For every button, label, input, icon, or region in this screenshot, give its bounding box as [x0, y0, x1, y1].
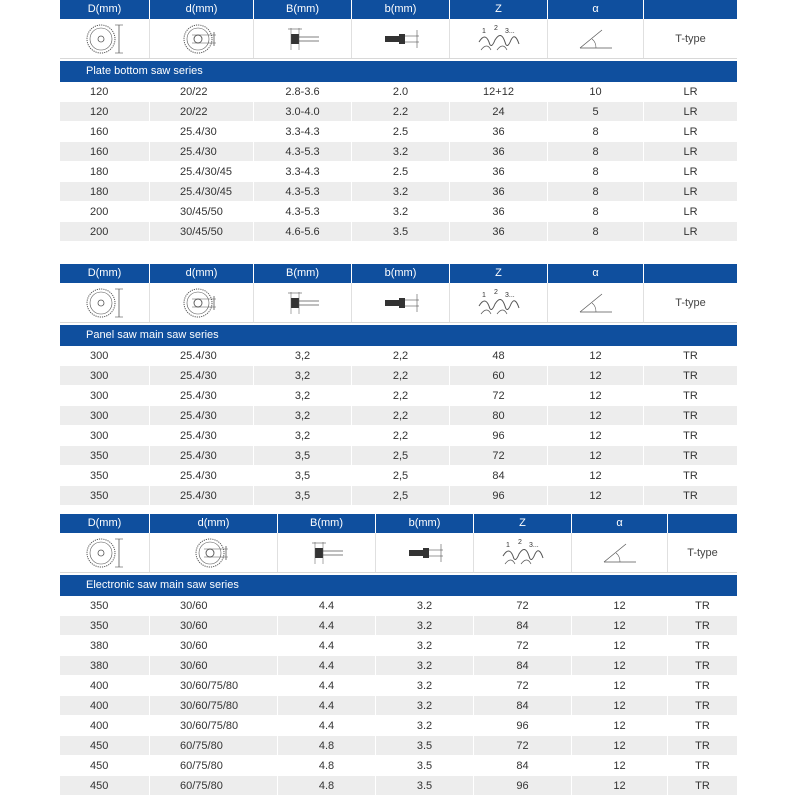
diagram-cell-blank	[668, 533, 737, 572]
cell-b: 2,2	[352, 346, 450, 365]
cell-alpha: 12	[572, 776, 668, 795]
cell-b: 3.2	[352, 182, 450, 201]
cell-blank: TR	[695, 660, 710, 672]
header-Z: Z	[474, 514, 572, 533]
cell-B: 4.3-5.3	[254, 202, 352, 221]
cell-d: 30/60	[150, 596, 278, 615]
cell-D: 350	[60, 596, 150, 615]
svg-text:2: 2	[493, 24, 498, 32]
cell-alpha: 12	[572, 676, 668, 695]
table-row	[60, 182, 737, 202]
table-row	[60, 446, 737, 466]
cell-d: 25.4/30	[150, 122, 254, 141]
diagram-row	[60, 19, 737, 59]
cell-blank: TR	[695, 620, 710, 632]
cell-D: 300	[60, 366, 150, 385]
cell-b: 3.5	[376, 776, 474, 795]
diagram-cell-d	[150, 533, 278, 572]
cell-B: 3,2	[254, 426, 352, 445]
cell-alpha: 12	[548, 426, 644, 445]
cell-Z: 72	[474, 676, 572, 695]
diagram-row	[60, 533, 737, 573]
cell-D: 120	[60, 102, 150, 121]
cell-Z: 36	[450, 162, 548, 181]
saw-blade-bore-diameter-icon	[178, 22, 226, 56]
header-D: D(mm)	[60, 514, 150, 533]
header-D: D(mm)	[60, 264, 150, 283]
cell-D: 180	[60, 182, 150, 201]
cell-B: 3,2	[254, 406, 352, 425]
plate-thickness-icon	[377, 22, 425, 56]
cell-Z: 36	[450, 202, 548, 221]
plate-thickness-icon	[377, 286, 425, 320]
cell-alpha: 8	[548, 222, 644, 241]
cell-b: 3.2	[376, 616, 474, 635]
svg-text:1: 1	[505, 541, 510, 549]
cell-blank: TR	[695, 600, 710, 612]
cell-D: 300	[60, 386, 150, 405]
series-title: Panel saw main saw series	[60, 325, 737, 346]
cell-alpha: 12	[572, 716, 668, 735]
cell-D: 380	[60, 656, 150, 675]
cell-D: 200	[60, 222, 150, 241]
cell-alpha: 8	[548, 182, 644, 201]
cell-B: 4.4	[278, 696, 376, 715]
cell-d: 25.4/30	[150, 426, 254, 445]
cell-d: 25.4/30	[150, 386, 254, 405]
table-row	[60, 596, 737, 616]
cell-alpha: 8	[548, 142, 644, 161]
cell-B: 4.3-5.3	[254, 142, 352, 161]
cell-B: 4.4	[278, 596, 376, 615]
diagram-cell-blank	[644, 283, 737, 322]
cell-Z: 72	[474, 736, 572, 755]
header-B: B(mm)	[254, 0, 352, 19]
cell-b: 2,2	[352, 426, 450, 445]
cell-d: 30/60/75/80	[150, 676, 278, 695]
svg-text:3...: 3...	[504, 291, 515, 299]
svg-text:2: 2	[493, 288, 498, 296]
cell-Z: 84	[474, 696, 572, 715]
cell-alpha: 12	[548, 386, 644, 405]
diagram-cell-alpha	[548, 283, 644, 322]
cell-d: 25.4/30	[150, 366, 254, 385]
diagram-cell-D	[60, 19, 150, 58]
cell-d: 25.4/30/45	[150, 162, 254, 181]
cell-Z: 72	[450, 386, 548, 405]
cell-blank: TR	[695, 640, 710, 652]
cell-d: 30/60/75/80	[150, 696, 278, 715]
cell-Z: 72	[474, 636, 572, 655]
table-row	[60, 486, 737, 506]
svg-text:2: 2	[517, 538, 522, 546]
cell-d: 25.4/30	[150, 406, 254, 425]
cell-b: 3.5	[376, 736, 474, 755]
cell-blank: TR	[695, 740, 710, 752]
cell-blank: TR	[683, 350, 698, 362]
table-row	[60, 386, 737, 406]
cell-blank: TR	[683, 390, 698, 402]
diagram-cell-b	[352, 19, 450, 58]
cell-b: 3.2	[352, 202, 450, 221]
cell-blank: LR	[683, 186, 698, 198]
diagram-cell-b	[352, 283, 450, 322]
cell-alpha: 12	[548, 486, 644, 505]
header-Z: Z	[450, 0, 548, 19]
table-row	[60, 82, 737, 102]
cell-d: 20/22	[150, 82, 254, 101]
diagram-cell-b	[376, 533, 474, 572]
table-row	[60, 426, 737, 446]
cell-blank: TR	[683, 410, 698, 422]
cell-D: 350	[60, 446, 150, 465]
cell-blank: LR	[683, 106, 698, 118]
cell-blank: LR	[683, 126, 698, 138]
cell-Z: 36	[450, 182, 548, 201]
cell-b: 2.5	[352, 122, 450, 141]
header-alpha: α	[548, 264, 644, 283]
header-B: B(mm)	[254, 264, 352, 283]
header-b: b(mm)	[376, 514, 474, 533]
cell-blank: TR	[695, 780, 710, 792]
cell-d: 25.4/30	[150, 346, 254, 365]
cell-Z: 24	[450, 102, 548, 121]
table-row	[60, 616, 737, 636]
cell-b: 2,5	[352, 466, 450, 485]
cell-blank: LR	[683, 146, 698, 158]
table-row	[60, 142, 737, 162]
diagram-cell-D	[60, 533, 150, 572]
cell-alpha: 12	[572, 636, 668, 655]
series-title: Electronic saw main saw series	[60, 575, 737, 596]
cell-D: 180	[60, 162, 150, 181]
ttype-label: T-type	[675, 296, 706, 309]
cell-D: 450	[60, 736, 150, 755]
cell-blank: TR	[683, 450, 698, 462]
cell-blank: TR	[683, 370, 698, 382]
kerf-width-icon	[303, 536, 351, 570]
cell-blank: TR	[695, 720, 710, 732]
table-row	[60, 222, 737, 242]
header-Z: Z	[450, 264, 548, 283]
cell-Z: 96	[474, 716, 572, 735]
diagram-cell-d	[150, 19, 254, 58]
hook-angle-icon	[572, 286, 620, 320]
cell-d: 25.4/30/45	[150, 182, 254, 201]
cell-b: 3.2	[352, 142, 450, 161]
cell-B: 3.0-4.0	[254, 102, 352, 121]
cell-b: 2,2	[352, 406, 450, 425]
cell-B: 3,5	[254, 466, 352, 485]
cell-D: 350	[60, 616, 150, 635]
header-alpha: α	[548, 0, 644, 19]
cell-D: 450	[60, 776, 150, 795]
cell-d: 30/45/50	[150, 202, 254, 221]
cell-blank: LR	[683, 206, 698, 218]
plate-bottom-saw-table	[60, 0, 737, 242]
header-b: b(mm)	[352, 264, 450, 283]
teeth-count-icon	[475, 286, 523, 320]
cell-blank: TR	[683, 470, 698, 482]
cell-B: 4.3-5.3	[254, 182, 352, 201]
cell-d: 25.4/30	[150, 466, 254, 485]
svg-text:1: 1	[481, 291, 486, 299]
hook-angle-icon	[572, 22, 620, 56]
cell-D: 160	[60, 142, 150, 161]
cell-D: 120	[60, 82, 150, 101]
cell-B: 4.8	[278, 756, 376, 775]
cell-alpha: 12	[548, 466, 644, 485]
diagram-row	[60, 283, 737, 323]
cell-alpha: 12	[548, 406, 644, 425]
cell-B: 4.4	[278, 656, 376, 675]
cell-Z: 84	[474, 756, 572, 775]
cell-B: 3,5	[254, 446, 352, 465]
diagram-cell-alpha	[572, 533, 668, 572]
cell-B: 4.8	[278, 776, 376, 795]
cell-alpha: 12	[572, 596, 668, 615]
cell-b: 3.2	[376, 676, 474, 695]
cell-Z: 96	[474, 776, 572, 795]
cell-D: 350	[60, 466, 150, 485]
cell-D: 300	[60, 426, 150, 445]
cell-alpha: 10	[548, 82, 644, 101]
diagram-cell-B	[254, 283, 352, 322]
table-row	[60, 756, 737, 776]
table-row	[60, 636, 737, 656]
table-row	[60, 122, 737, 142]
cell-b: 2.5	[352, 162, 450, 181]
table-row	[60, 696, 737, 716]
table-row	[60, 346, 737, 366]
cell-Z: 12+12	[450, 82, 548, 101]
cell-b: 3.2	[376, 696, 474, 715]
cell-Z: 72	[474, 596, 572, 615]
cell-B: 3,5	[254, 486, 352, 505]
table-row	[60, 466, 737, 486]
column-header-row	[60, 264, 737, 283]
cell-blank: LR	[683, 226, 698, 238]
cell-blank: TR	[695, 760, 710, 772]
saw-blade-outer-diameter-icon	[81, 22, 129, 56]
cell-D: 380	[60, 636, 150, 655]
svg-text:3...: 3...	[528, 541, 539, 549]
table-row	[60, 776, 737, 796]
cell-Z: 96	[450, 486, 548, 505]
diagram-cell-alpha	[548, 19, 644, 58]
cell-b: 2,5	[352, 486, 450, 505]
cell-d: 30/60	[150, 616, 278, 635]
cell-D: 400	[60, 716, 150, 735]
cell-d: 25.4/30	[150, 486, 254, 505]
cell-d: 20/22	[150, 102, 254, 121]
diagram-cell-Z	[474, 533, 572, 572]
cell-Z: 36	[450, 142, 548, 161]
header-d: d(mm)	[150, 0, 254, 19]
column-header-row	[60, 0, 737, 19]
cell-alpha: 12	[572, 696, 668, 715]
cell-b: 2,2	[352, 366, 450, 385]
cell-D: 200	[60, 202, 150, 221]
saw-blade-bore-diameter-icon	[178, 286, 226, 320]
diagram-cell-Z	[450, 283, 548, 322]
diagram-cell-d	[150, 283, 254, 322]
cell-D: 450	[60, 756, 150, 775]
cell-D: 350	[60, 486, 150, 505]
svg-text:1: 1	[481, 27, 486, 35]
cell-alpha: 12	[548, 346, 644, 365]
kerf-width-icon	[279, 22, 327, 56]
cell-d: 60/75/80	[150, 736, 278, 755]
cell-B: 4.4	[278, 716, 376, 735]
cell-b: 3.5	[352, 222, 450, 241]
cell-alpha: 12	[548, 446, 644, 465]
teeth-count-icon	[475, 22, 523, 56]
cell-b: 2,5	[352, 446, 450, 465]
cell-b: 3.2	[376, 656, 474, 675]
table-row	[60, 676, 737, 696]
cell-B: 2.8-3.6	[254, 82, 352, 101]
cell-b: 2.2	[352, 102, 450, 121]
cell-B: 3.3-4.3	[254, 162, 352, 181]
cell-b: 3.2	[376, 716, 474, 735]
cell-blank: LR	[683, 166, 698, 178]
cell-Z: 84	[474, 616, 572, 635]
header-b: b(mm)	[352, 0, 450, 19]
header-blank	[644, 0, 737, 19]
cell-alpha: 12	[548, 366, 644, 385]
cell-blank: TR	[683, 490, 698, 502]
cell-d: 60/75/80	[150, 756, 278, 775]
ttype-label: T-type	[675, 32, 706, 45]
cell-Z: 72	[450, 446, 548, 465]
cell-B: 3,2	[254, 366, 352, 385]
header-D: D(mm)	[60, 0, 150, 19]
header-blank	[668, 514, 737, 533]
cell-Z: 84	[450, 466, 548, 485]
cell-b: 2,2	[352, 386, 450, 405]
cell-B: 4.4	[278, 676, 376, 695]
cell-d: 60/75/80	[150, 776, 278, 795]
cell-Z: 84	[474, 656, 572, 675]
series-title: Plate bottom saw series	[60, 61, 737, 82]
table-row	[60, 406, 737, 426]
diagram-cell-B	[254, 19, 352, 58]
header-d: d(mm)	[150, 514, 278, 533]
column-header-row	[60, 514, 737, 533]
cell-Z: 48	[450, 346, 548, 365]
cell-alpha: 12	[572, 616, 668, 635]
cell-Z: 36	[450, 122, 548, 141]
ttype-label: T-type	[687, 546, 718, 559]
header-blank	[644, 264, 737, 283]
cell-blank: LR	[683, 86, 698, 98]
cell-alpha: 12	[572, 656, 668, 675]
cell-blank: TR	[683, 430, 698, 442]
table-row	[60, 202, 737, 222]
cell-B: 3,2	[254, 346, 352, 365]
saw-blade-outer-diameter-icon	[81, 536, 129, 570]
electronic-saw-main-saw-table	[60, 514, 737, 796]
diagram-cell-Z	[450, 19, 548, 58]
hook-angle-icon	[596, 536, 644, 570]
cell-alpha: 5	[548, 102, 644, 121]
diagram-cell-D	[60, 283, 150, 322]
cell-B: 4.4	[278, 616, 376, 635]
cell-Z: 60	[450, 366, 548, 385]
cell-b: 3.2	[376, 636, 474, 655]
header-B: B(mm)	[278, 514, 376, 533]
cell-d: 30/60	[150, 656, 278, 675]
cell-alpha: 12	[572, 736, 668, 755]
cell-B: 3,2	[254, 386, 352, 405]
cell-B: 3.3-4.3	[254, 122, 352, 141]
cell-alpha: 8	[548, 122, 644, 141]
plate-thickness-icon	[401, 536, 449, 570]
cell-B: 4.8	[278, 736, 376, 755]
table-row	[60, 656, 737, 676]
header-alpha: α	[572, 514, 668, 533]
cell-b: 2.0	[352, 82, 450, 101]
diagram-cell-blank	[644, 19, 737, 58]
table-row	[60, 102, 737, 122]
header-d: d(mm)	[150, 264, 254, 283]
svg-text:3...: 3...	[504, 27, 515, 35]
table-row	[60, 162, 737, 182]
cell-alpha: 12	[572, 756, 668, 775]
table-row	[60, 716, 737, 736]
panel-saw-main-saw-table	[60, 264, 737, 506]
cell-D: 400	[60, 696, 150, 715]
cell-blank: TR	[695, 700, 710, 712]
cell-B: 4.6-5.6	[254, 222, 352, 241]
table-row	[60, 366, 737, 386]
kerf-width-icon	[279, 286, 327, 320]
cell-Z: 36	[450, 222, 548, 241]
cell-D: 160	[60, 122, 150, 141]
cell-D: 300	[60, 406, 150, 425]
cell-Z: 80	[450, 406, 548, 425]
cell-D: 400	[60, 676, 150, 695]
cell-d: 30/45/50	[150, 222, 254, 241]
cell-d: 25.4/30	[150, 142, 254, 161]
cell-Z: 96	[450, 426, 548, 445]
cell-b: 3.2	[376, 596, 474, 615]
cell-alpha: 8	[548, 202, 644, 221]
cell-d: 30/60/75/80	[150, 716, 278, 735]
cell-d: 30/60	[150, 636, 278, 655]
teeth-count-icon	[499, 536, 547, 570]
cell-blank: TR	[695, 680, 710, 692]
saw-blade-outer-diameter-icon	[81, 286, 129, 320]
cell-d: 25.4/30	[150, 446, 254, 465]
cell-b: 3.5	[376, 756, 474, 775]
cell-alpha: 8	[548, 162, 644, 181]
table-row	[60, 736, 737, 756]
saw-blade-bore-diameter-icon	[190, 536, 238, 570]
cell-B: 4.4	[278, 636, 376, 655]
diagram-cell-B	[278, 533, 376, 572]
cell-D: 300	[60, 346, 150, 365]
